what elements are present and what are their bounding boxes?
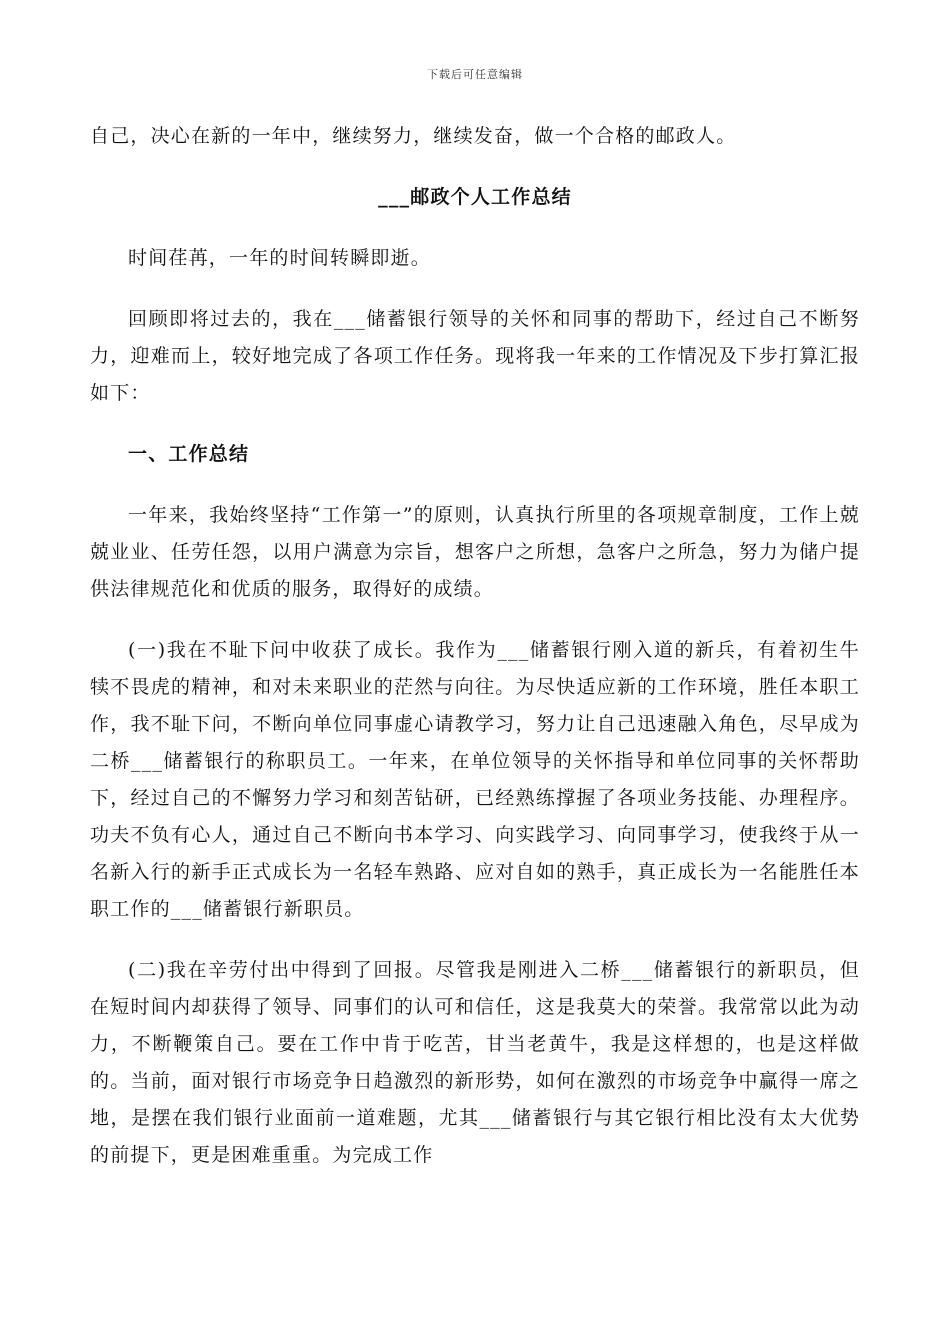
paragraph-principle: 一年来，我始终坚持“工作第一”的原则，认真执行所里的各项规章制度，工作上兢兢业业、任劳任怨，以用户满意为宗旨，想客户之所想，急客户之所急，努力为储户提供法律规范化和优质的服务，取得好的成绩。 [90, 504, 860, 600]
paragraph-growth: (一)我在不耻下问中收获了成长。我作为___储蓄银行刚入道的新兵，有着初生牛犊不畏虎的精神，和对未来职业的茫然与向往。为尽快适应新的工作环境，胜任本职工作，我不耻下问，不断向单位同事虚心请教学习，努力让自己迅速融入角色，尽早成为二桥___储蓄银行的称职员工。一年来，在单位领导的关怀指导和单位同事的关怀帮助下，经过自己的不懈努力学习和刻苦钻研，已经熟练撑握了各项业务技能、办理程序。功夫不负有心人，通过自己不断向书本学习、向实践学习、向同事学习，使我终于从一名新入行的新手正式成长为一名轻车熟路、应对自如的熟手，真正成长为一名能胜任本职工作的___储蓄银行新职员。 [90, 639, 860, 920]
lead-line: 自己，决心在新的一年中，继续努力，继续发奋，做一个合格的邮政人。 [90, 125, 737, 147]
section-heading: 一、工作总结 [128, 443, 250, 465]
document-title: ___邮政个人工作总结 [378, 186, 572, 208]
paragraph-review: 回顾即将过去的，我在___储蓄银行领导的关怀和同事的帮助下，经过自己不断努力，迎难而上，较好地完成了各项工作任务。现将我一年来的工作情况及下步打算汇报如下： [90, 308, 860, 404]
document-body [90, 118, 860, 1174]
header-note: 下载后可任意编辑 [427, 68, 523, 81]
paragraph-intro: 时间荏苒，一年的时间转瞬即逝。 [128, 247, 432, 269]
paragraph-reward: (二)我在辛劳付出中得到了回报。尽管我是刚进入二桥___储蓄银行的新职员，但在短时间内却获得了领导、同事们的认可和信任，这是我莫大的荣誉。我常常以此为动力，不断鞭策自己。要在工作中肯于吃苦，甘当老黄牛，我是这样想的，也是这样做的。当前，面对银行市场竞争日趋激烈的新形势，如何在激烈的市场竞争中赢得一席之地，是摆在我们银行业面前一道难题，尤其___储蓄银行与其它银行相比没有太大优势的前提下，更是困难重重。为完成工作 [90, 959, 860, 1166]
